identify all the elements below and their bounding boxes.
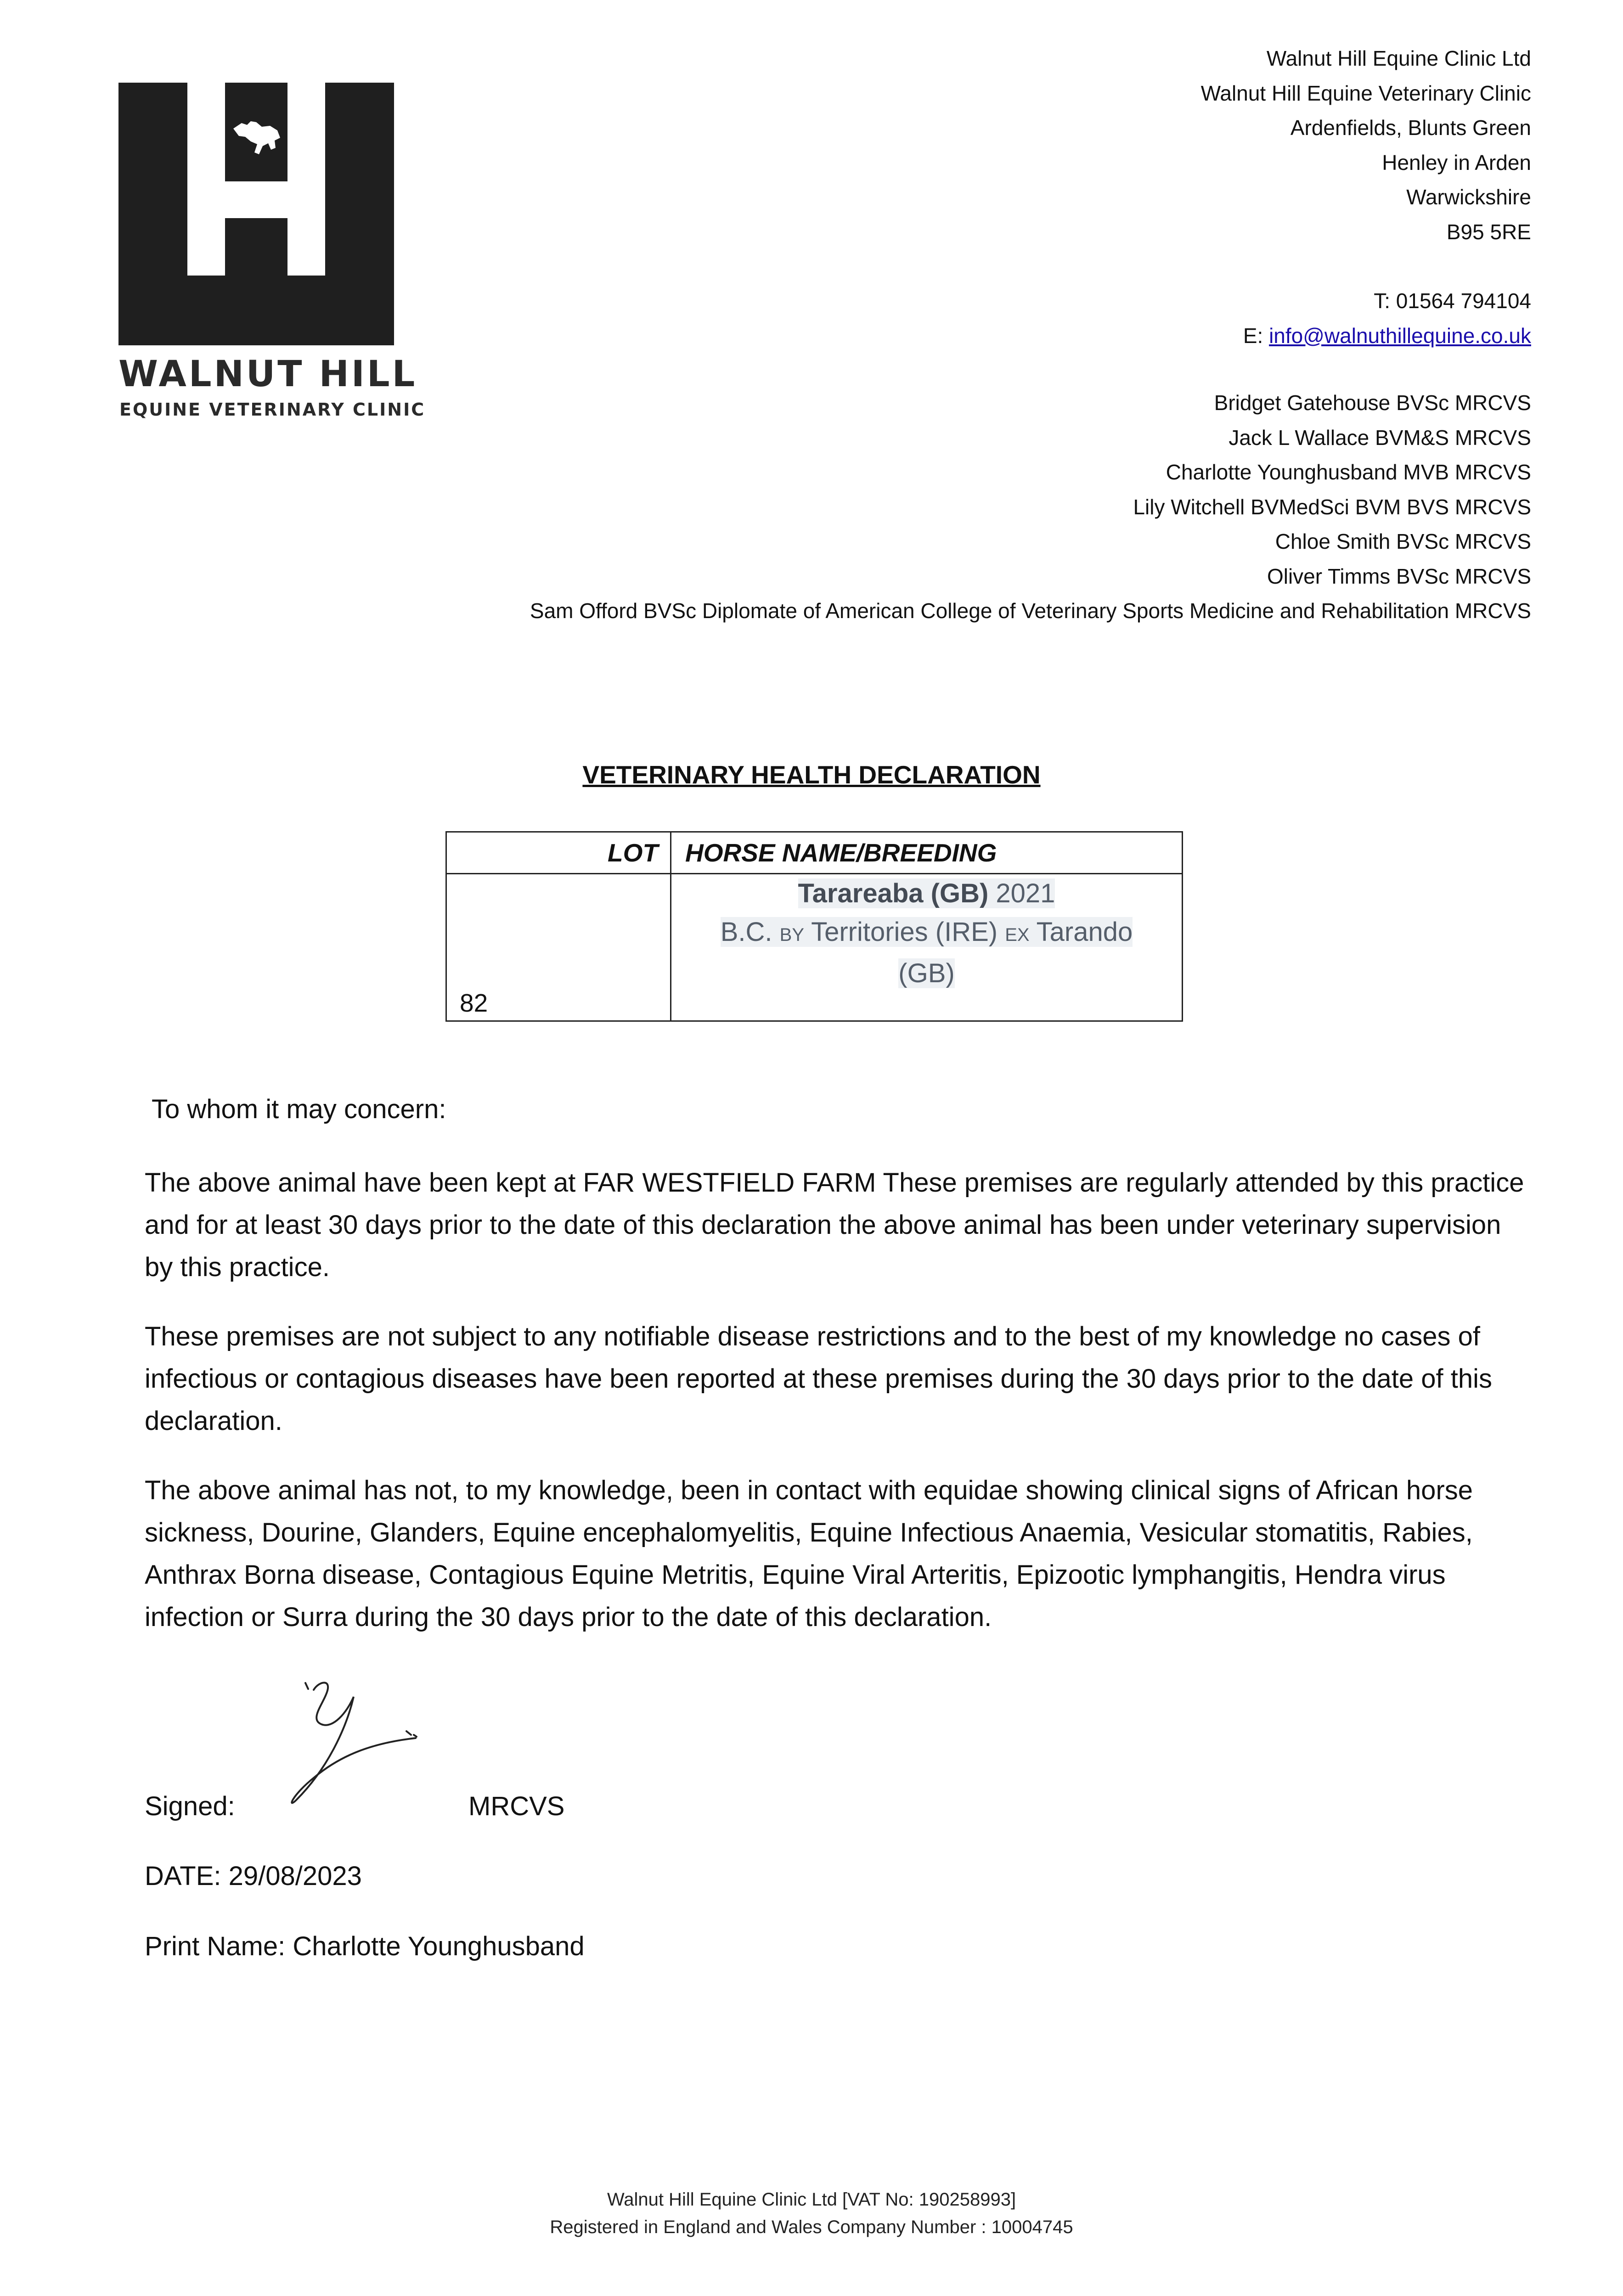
email-prefix: E: xyxy=(1243,323,1269,348)
greeting: To whom it may concern: xyxy=(152,1094,446,1124)
vet-name: Charlotte Younghusband MVB MRCVS xyxy=(1166,460,1531,484)
vet-name: Chloe Smith BVSc MRCVS xyxy=(1275,529,1531,553)
horse-dam: Tarando xyxy=(1036,917,1133,947)
header-lot: LOT xyxy=(446,832,671,874)
horse-year: 2021 xyxy=(996,878,1055,908)
address-line: Henley in Arden xyxy=(1382,150,1531,174)
clinic-address xyxy=(1201,41,1531,353)
print-name: Print Name: Charlotte Younghusband xyxy=(145,1931,585,1961)
phone-number: T: 01564 794104 xyxy=(1374,289,1531,313)
email-line xyxy=(1201,319,1531,354)
walnut-hill-logo-mark xyxy=(118,83,394,345)
address-line: Ardenfields, Blunts Green xyxy=(1290,116,1531,140)
logo-subtitle: EQUINE VETERINARY CLINIC xyxy=(119,400,426,420)
table-row xyxy=(446,874,1183,1021)
handwritten-signature xyxy=(278,1662,452,1814)
horse-sire: Territories (IRE) xyxy=(811,917,998,947)
vet-name: Lily Witchell BVMedSci BVM BVS MRCVS xyxy=(1133,495,1531,519)
horse-sex: B.C. xyxy=(720,917,772,947)
header-horse: HORSE NAME/BREEDING xyxy=(671,832,1183,874)
horse-table xyxy=(445,831,1183,1022)
vet-name: Oliver Timms BVSc MRCVS xyxy=(1267,564,1531,588)
breeding-ex: EX xyxy=(1005,925,1030,945)
vet-name: Bridget Gatehouse BVSc MRCVS xyxy=(1214,391,1531,415)
paragraph-restrictions: These premises are not subject to any notifiable disease restrictions and to the best of my knowledge no cases of infectious or contagious diseases have been reported at these premises during the 30 days prior to the date of this declaration. xyxy=(145,1322,1493,1436)
clinic-logo xyxy=(118,83,426,432)
signed-suffix: MRCVS xyxy=(468,1791,565,1821)
address-line: Warwickshire xyxy=(1406,185,1531,209)
footer-line: Registered in England and Wales Company Number : 10004745 xyxy=(550,2217,1073,2237)
logo-name: WALNUT HILL xyxy=(118,354,417,395)
horse-details xyxy=(671,874,1183,1021)
lot-number: 82 xyxy=(446,874,671,1021)
declaration-date: DATE: 29/08/2023 xyxy=(145,1861,362,1891)
footer-line: Walnut Hill Equine Clinic Ltd [VAT No: 190258993] xyxy=(607,2189,1016,2210)
email-link[interactable]: info@walnuthillequine.co.uk xyxy=(1269,323,1531,348)
dam-country: (GB) xyxy=(898,958,955,988)
paragraph-premises: The above animal have been kept at FAR WESTFIELD FARM These premises are regularly attended by this practice and for at least 30 days prior to the date of this declaration the above animal has been under veterinary supervision by this practice. xyxy=(145,1168,1524,1282)
address-line: Walnut Hill Equine Clinic Ltd xyxy=(1266,46,1531,70)
breeding-by: BY xyxy=(779,925,804,945)
document-title: VETERINARY HEALTH DECLARATION xyxy=(582,760,1041,789)
address-line: Walnut Hill Equine Veterinary Clinic xyxy=(1200,81,1531,105)
vet-list xyxy=(530,386,1531,629)
table-header-row xyxy=(446,832,1183,874)
vet-name: Sam Offord BVSc Diplomate of American College of Veterinary Sports Medicine and Rehabilitation MRCVS xyxy=(530,599,1531,623)
address-line: B95 5RE xyxy=(1446,219,1531,244)
footer xyxy=(0,2186,1623,2241)
horse-name: Tarareaba (GB) xyxy=(798,878,989,908)
vet-name: Jack L Wallace BVM&S MRCVS xyxy=(1229,425,1531,450)
signed-label: Signed: xyxy=(145,1791,235,1821)
paragraph-contact: The above animal has not, to my knowledge, been in contact with equidae showing clinical signs of African horse sickness, Dourine, Glanders, Equine encephalomyelitis, Equine Infectious Anaemia, Vesicular stomatitis, Rabies, Anthrax Borna disease, Contagious Equine Metritis, Equine Viral Arteritis, Epizootic lymphangitis, Hendra virus infection or Surra during the 30 days prior to the date of this declaration. xyxy=(145,1475,1473,1632)
